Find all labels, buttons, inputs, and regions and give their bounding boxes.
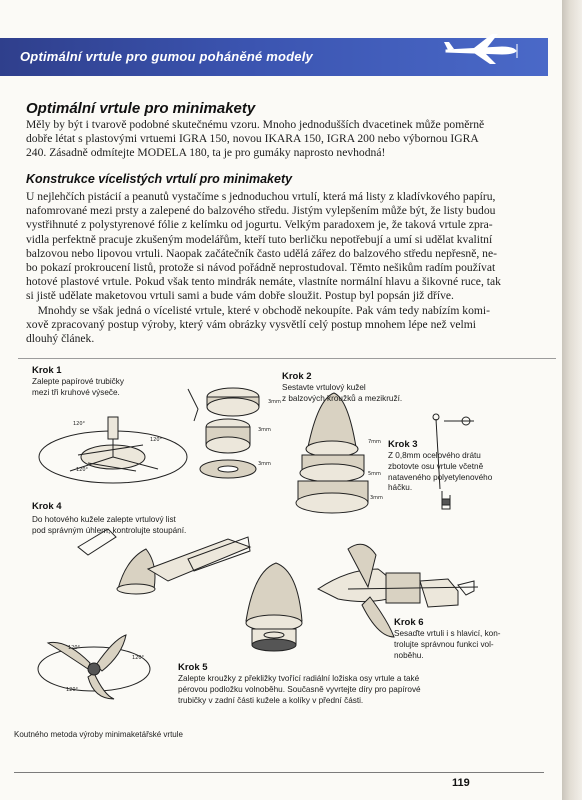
book-spine: [562, 0, 582, 800]
step5-drawing: [246, 563, 302, 651]
svg-text:3mm: 3mm: [258, 461, 271, 467]
step-4-text: Do hotového kužele zalepte vrtulový list pod správným úhlem, kontrolujte stoupání.: [32, 515, 187, 535]
step-1-text: Zalepte papírové trubičky mezi tři kruhové výseče.: [32, 377, 124, 397]
step2-drawing: [188, 388, 281, 478]
svg-text:3mm: 3mm: [268, 399, 281, 405]
text-line: U nejlehčích pistácií a peanutů vystačíme s jednoduchou vrtulí, která má listy z kladívkového papíru,: [26, 190, 496, 203]
section-title-konstrukce: Konstrukce vícelistých vrtulí pro minimakety: [26, 172, 293, 186]
text-line: dlouhý článek.: [26, 332, 95, 346]
airplane-icon: [440, 30, 520, 70]
step-2-text: Sestavte vrtulový kužel z balzových kroužků a mezikruží.: [282, 383, 403, 403]
text-line: balzovou nebo lipovou vrtuli. Naopak začátečník často udělá zářez do balzového středu nepřesně, ne-: [26, 246, 497, 260]
step-2-title: Krok 2: [282, 371, 312, 382]
step-1-title: Krok 1: [32, 365, 62, 376]
text-line: vystřihnuté z polystyrenové fólie z kelímku od jogurtu. Velkým paradoxem je, že taková vrtule zpra-: [26, 218, 493, 232]
step-4-title: Krok 4: [32, 501, 62, 512]
step-3-text: Z 0,8mm ocelového drátu zbotovte osu vrtule včetně nataveného polyetylenového háčku.: [388, 451, 493, 493]
text-line: nafomrované mezi prsty a zalepené do balzového středu. Jistým vylepšením může být, že listy budou: [26, 204, 496, 218]
page-number: 119: [452, 777, 470, 789]
svg-text:120°: 120°: [132, 655, 145, 661]
text-line: si jistě udělate maketovou vrtuli sami a bude vám dobře sloužit. Postup byl popsán již dříve.: [26, 289, 454, 303]
text-line: hotové plastové vrtule. Pokud však tento mindrák nemáte, vlastníte normální hlavu a šikovné ruce, tak: [26, 275, 501, 289]
paragraph-intro: [26, 118, 531, 161]
svg-text:120°: 120°: [76, 467, 89, 473]
step-5-text: Zalepte kroužky z překližky tvořící radiální ložiska osy vrtule a také pérovou podložku volnoběhu. Současně vyvrtejte díry pro papírové trubičky v zadní části kužele a kolíky v přední části.: [178, 674, 421, 705]
construction-figure: [18, 358, 556, 728]
svg-text:5mm: 5mm: [368, 471, 381, 477]
section-title-minimakety: Optimální vrtule pro minimakety: [26, 100, 256, 117]
text-line: dobře létat s plastovými vrtuemi IGRA 150, novou IKARA 150, IGRA 200 nebo výbornou IGRA: [26, 132, 479, 146]
svg-text:120°: 120°: [73, 421, 86, 427]
footer-rule: [14, 772, 544, 773]
step-6-title: Krok 6: [394, 617, 424, 628]
text-line: 240. Zásadně odmítejte MODELA 180, ta je pro gumáky naprosto nevhodná!: [26, 146, 386, 160]
svg-text:7mm: 7mm: [368, 439, 381, 445]
svg-text:120°: 120°: [66, 687, 79, 693]
step-3-title: Krok 3: [388, 439, 418, 450]
text-line: Mnohdy se však jedná o vícelisté vrtule, které v obchodě nekoupíte. Pak vám tedy nabízím komi-: [26, 303, 490, 317]
step-6-text: Sesaďte vrtuli i s hlavicí, kon- trolujte správnou funkci vol- noběhu.: [394, 629, 501, 660]
text-line: vidla perfektně pracuje zkušeným modelářům, kteří tuto berličku nepotřebují a umí si udělat kvalitní: [26, 232, 493, 246]
paragraph-konstrukce: [26, 190, 531, 346]
text-line: xově zpracovaný postup výroby, který vám obrázky vysvětlí celý postup mnohem lépe než velmi: [26, 317, 476, 331]
text-line: Měly by být i tvarově podobné skutečnému vzoru. Mnoho jednodušších dvacetinek může poměrně: [26, 118, 485, 131]
step4-drawing: [78, 529, 250, 594]
figure-caption: Koutného metoda výroby minimaketářské vrtule: [14, 730, 183, 739]
cone-drawing: [296, 393, 383, 513]
step-5-title: Krok 5: [178, 662, 208, 673]
svg-text:3mm: 3mm: [370, 495, 383, 501]
banner-title: Optimální vrtule pro gumou poháněné modely: [20, 49, 313, 64]
step1-drawing: [39, 417, 187, 483]
assembled-prop-drawing: [38, 635, 150, 699]
text-line: bo pokazí prokroucení listů, protože si návod pořádně neprostudoval. Těmto nešikům radím používat: [26, 261, 496, 275]
svg-text:120°: 120°: [150, 437, 163, 443]
svg-text:3mm: 3mm: [258, 427, 271, 433]
svg-text:120°: 120°: [68, 645, 81, 651]
